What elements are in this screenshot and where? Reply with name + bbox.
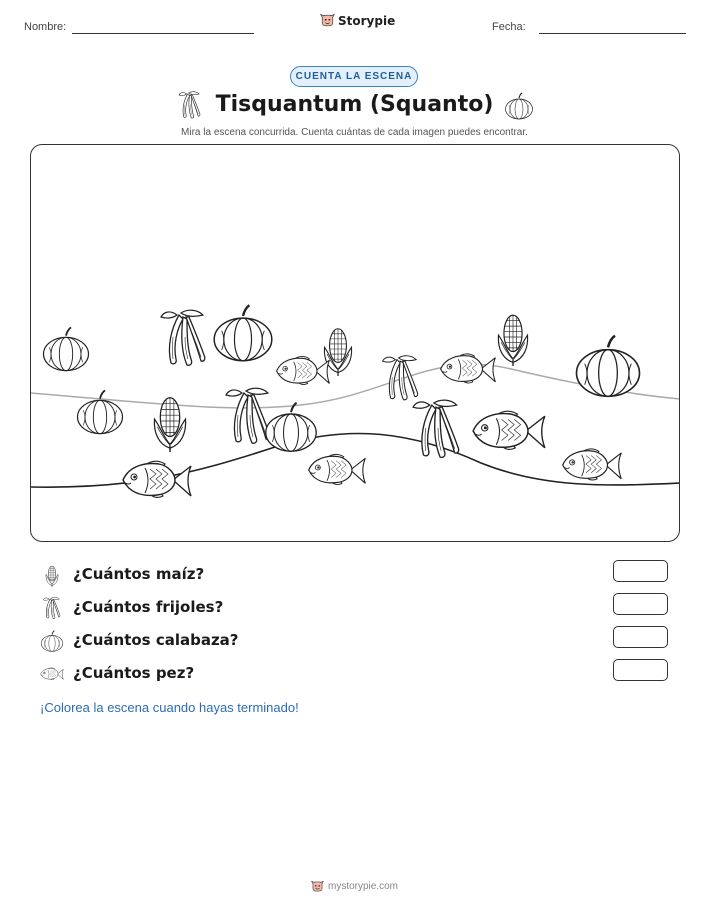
mascot-icon — [311, 880, 324, 893]
scene-fish — [563, 449, 622, 480]
beans-icon — [40, 596, 64, 620]
pumpkin-icon — [40, 629, 64, 653]
scene-beans — [413, 400, 459, 457]
footer-url[interactable]: mystorypie.com — [327, 881, 398, 892]
scene-beans — [383, 356, 418, 400]
instructions: Mira la escena concurrida. Cuenta cuántas de cada imagen puedes encontrar. — [181, 127, 528, 138]
answer-box-pumpkin[interactable] — [613, 626, 668, 648]
scene-fish — [277, 356, 330, 384]
question-corn — [40, 563, 680, 587]
activity-badge: CUENTA LA ESCENA — [290, 66, 418, 87]
question-pumpkin — [40, 629, 680, 653]
page-title: Tisquantum (Squanto) — [215, 92, 494, 117]
scene-pumpkin — [214, 305, 272, 360]
scene-beans — [161, 310, 205, 365]
fish-icon — [40, 662, 64, 686]
scene-illustration — [31, 145, 680, 542]
scene-frame — [30, 144, 680, 542]
answer-box-fish[interactable] — [613, 659, 668, 681]
question-text: ¿Cuántos calabaza? — [73, 631, 239, 649]
date-label: Fecha: — [492, 21, 526, 33]
date-line[interactable] — [539, 33, 686, 34]
brand-name: Storypie — [338, 13, 396, 28]
scene-pumpkin — [577, 336, 640, 397]
scene-beans — [226, 388, 270, 443]
mascot-icon — [320, 13, 335, 28]
scene-corn — [324, 329, 351, 376]
scene-fish — [309, 454, 366, 484]
name-label: Nombre: — [24, 21, 67, 33]
question-fish — [40, 662, 680, 686]
scene-pumpkin — [266, 403, 316, 452]
footer-brand — [0, 880, 709, 893]
scene-pumpkin — [44, 327, 89, 370]
scene-pumpkin — [78, 390, 123, 433]
pumpkin-icon — [504, 92, 534, 120]
scene-fish — [123, 461, 191, 497]
question-text: ¿Cuántos pez? — [73, 664, 195, 682]
question-text: ¿Cuántos frijoles? — [73, 598, 224, 616]
scene-corn — [498, 315, 527, 366]
corn-icon — [40, 563, 64, 587]
name-line[interactable] — [72, 33, 254, 34]
answer-box-beans[interactable] — [613, 593, 668, 615]
brand-logo — [320, 13, 395, 28]
scene-fish — [441, 354, 496, 383]
question-beans — [40, 596, 680, 620]
scene-fish — [473, 411, 545, 449]
coloring-note: ¡Colorea la escena cuando hayas terminado! — [40, 700, 299, 715]
answer-box-corn[interactable] — [613, 560, 668, 582]
question-text: ¿Cuántos maíz? — [73, 565, 205, 583]
